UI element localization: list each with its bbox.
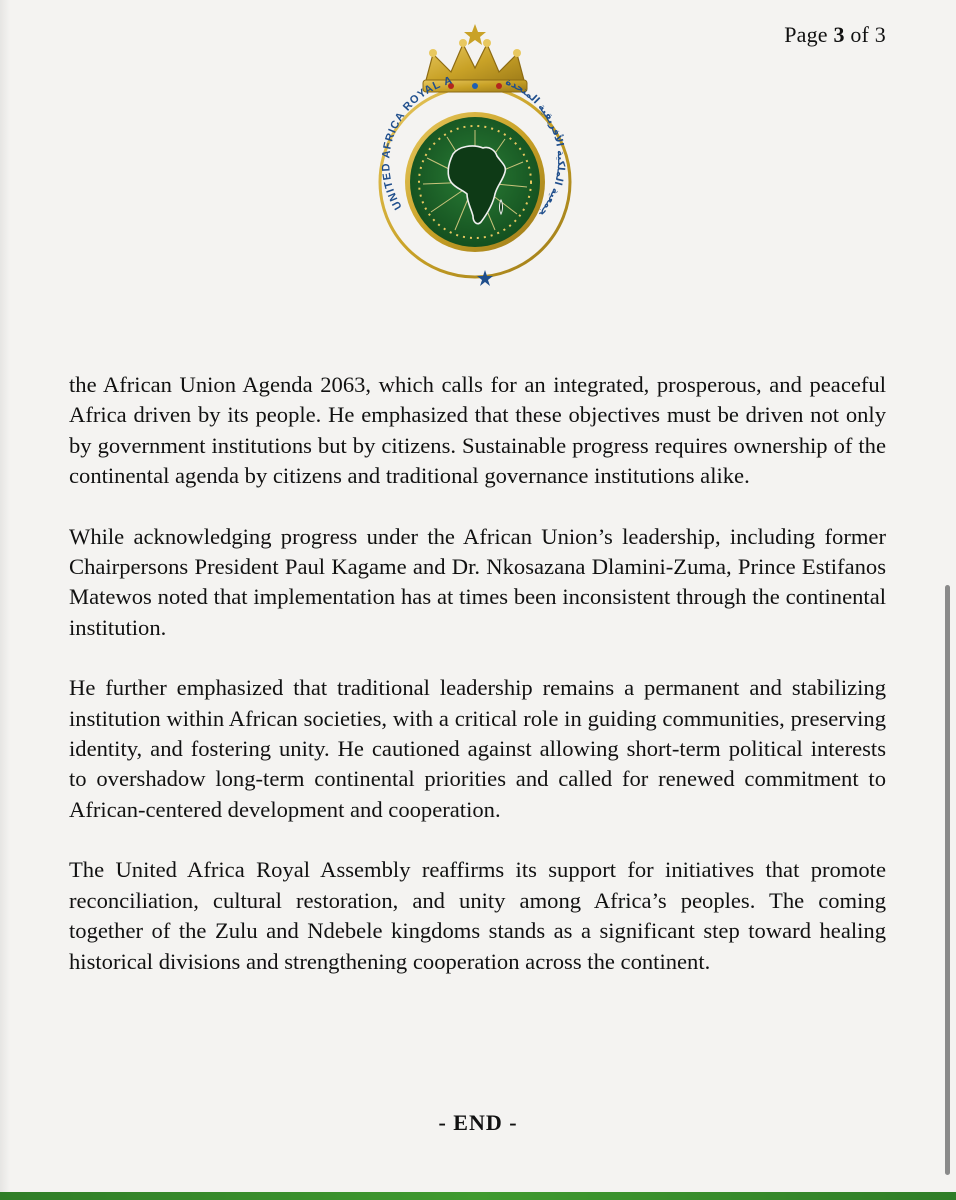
- page-prefix: Page: [784, 22, 834, 47]
- page-edge-shadow: [0, 0, 10, 1200]
- end-marker: - END -: [438, 1110, 518, 1135]
- paragraph: He further emphasized that traditional leadership remains a permanent and stabilizing institution within African societies, with a critical role in guiding communities, preserving identity, and fostering unity. He cautioned against allowing short-term political interests to overshadow long-term continental priorities and called for renewed commitment to African-centered development and cooperation.: [69, 675, 886, 822]
- footer-green-bar: [0, 1192, 956, 1200]
- page-separator: of: [844, 22, 875, 47]
- page-total: 3: [874, 22, 886, 47]
- page-number: [784, 22, 886, 48]
- press-release-body: [69, 370, 886, 1007]
- paragraph: While acknowledging progress under the African Union’s leadership, including former Chairpersons President Paul Kagame and Dr. Nkosazana Dlamini-Zuma, Prince Estifanos Matewos noted that implementation has at times been inconsistent through the continental institution.: [69, 523, 886, 640]
- paragraph: the African Union Agenda 2063, which calls for an integrated, prosperous, and peaceful Africa driven by its people. He emphasized that these objectives must be driven not only by government institutions but by citizens. Sustainable progress requires ownership of the continental agenda by citizens and traditional governance institutions alike.: [69, 372, 886, 489]
- seal-text-arabic: جمعية الملكية الأفريقية المتحدة: [503, 76, 567, 219]
- paragraph: The United Africa Royal Assembly reaffirms its support for initiatives that promote reconciliation, cultural restoration, and unity among Africa’s peoples. The coming together of the Zulu and Ndebele kingdoms stands as a significant step toward healing historical divisions and strengthening cooperation across the continent.: [69, 857, 886, 974]
- seal-text-english: UNITED AFRICA ROYAL A: [380, 74, 455, 212]
- page-current: 3: [833, 22, 845, 47]
- scrollbar[interactable]: [945, 585, 950, 1175]
- assembly-seal-icon: [355, 22, 595, 300]
- assembly-logo: [355, 22, 595, 300]
